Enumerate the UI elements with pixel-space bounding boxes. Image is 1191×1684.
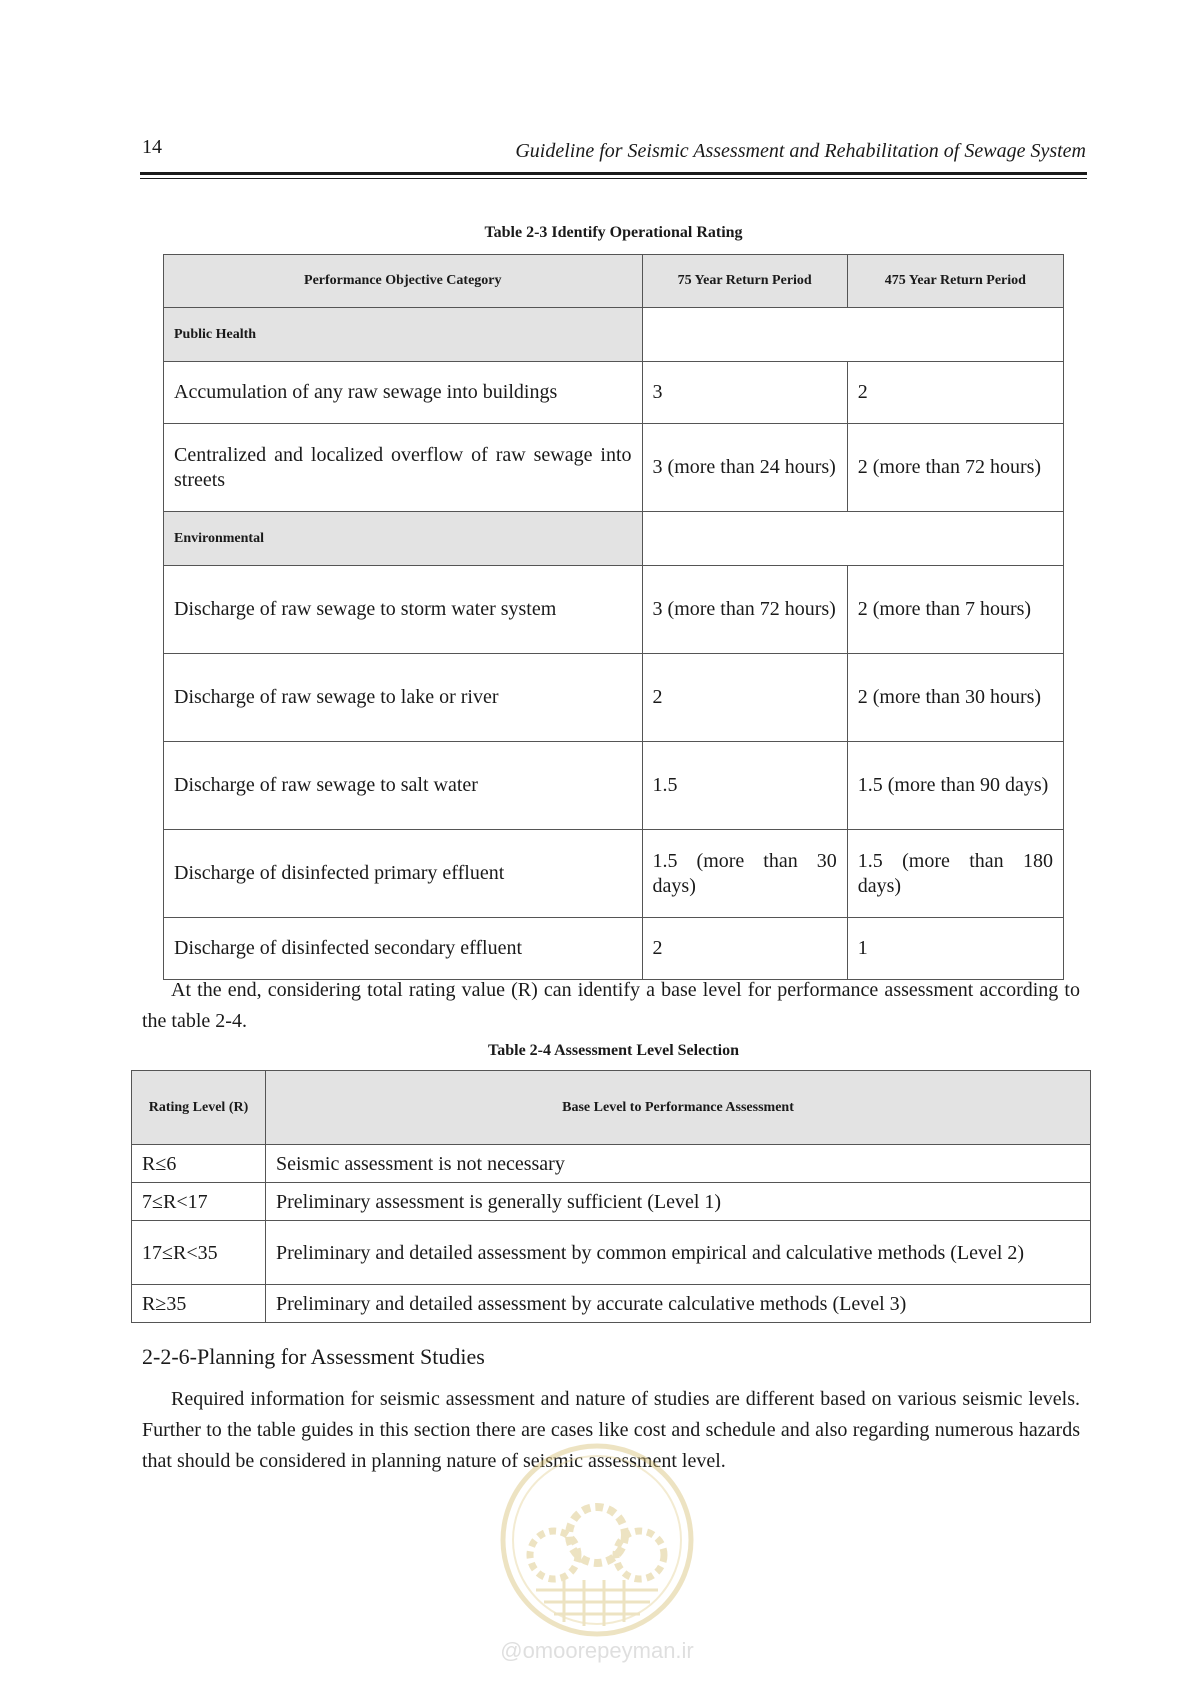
table-header-row — [164, 255, 1064, 308]
table-cell: Discharge of raw sewage to lake or river — [164, 654, 643, 742]
table-row — [164, 918, 1064, 980]
section-heading: 2-2-6-Planning for Assessment Studies — [142, 1344, 485, 1369]
table-cell: 2 (more than 30 hours) — [847, 654, 1063, 742]
table-cell: 2 — [847, 362, 1063, 424]
section-label: Public Health — [164, 308, 643, 362]
table-cell: Seismic assessment is not necessary — [266, 1145, 1091, 1183]
table-cell: 2 (more than 72 hours) — [847, 424, 1063, 512]
column-header: 75 Year Return Period — [642, 255, 847, 308]
table-row — [164, 830, 1064, 918]
table-row — [164, 424, 1064, 512]
table-cell: 3 (more than 72 hours) — [642, 566, 847, 654]
section-row-public-health — [164, 308, 1064, 362]
table-cell: Discharge of disinfected primary effluent — [164, 830, 643, 918]
section-row-environmental — [164, 512, 1064, 566]
table-cell: 1.5 (more than 90 days) — [847, 742, 1063, 830]
table-cell: Preliminary and detailed assessment by common empirical and calculative methods (Level 2) — [266, 1221, 1091, 1285]
table-cell: Preliminary assessment is generally sufficient (Level 1) — [266, 1183, 1091, 1221]
gear-seal-icon — [484, 1440, 710, 1640]
table-cell: R≥35 — [132, 1285, 266, 1323]
table-cell: 1 — [847, 918, 1063, 980]
table-cell: 1.5 (more than 180 days) — [847, 830, 1063, 918]
running-title: Guideline for Seismic Assessment and Rehabilitation of Sewage System — [515, 140, 1086, 162]
table-row — [164, 654, 1064, 742]
body-paragraph-1: At the end, considering total rating value (R) can identify a base level for performance assessment according to the table 2-4. — [142, 979, 1080, 1032]
table-cell: Preliminary and detailed assessment by accurate calculative methods (Level 3) — [266, 1285, 1091, 1323]
table-cell: 2 — [642, 654, 847, 742]
table-cell: R≤6 — [132, 1145, 266, 1183]
table-cell: Centralized and localized overflow of raw sewage into streets — [164, 424, 643, 512]
table-row — [164, 362, 1064, 424]
table-cell: Discharge of raw sewage to salt water — [164, 742, 643, 830]
table-row — [164, 566, 1064, 654]
table1-caption: Table 2-3 Identify Operational Rating — [484, 224, 743, 241]
column-header: 475 Year Return Period — [847, 255, 1063, 308]
table-row — [132, 1221, 1091, 1285]
table-row — [132, 1285, 1091, 1323]
table2-caption: Table 2-4 Assessment Level Selection — [488, 1042, 739, 1059]
table-header-row — [132, 1071, 1091, 1145]
assessment-level-table — [131, 1070, 1091, 1323]
section-blank-cell — [642, 512, 1063, 566]
header-rule-thick — [140, 172, 1087, 175]
table-cell: Accumulation of any raw sewage into buildings — [164, 362, 643, 424]
watermark-logo — [484, 1440, 710, 1666]
table-cell: Discharge of disinfected secondary effluent — [164, 918, 643, 980]
section-blank-cell — [642, 308, 1063, 362]
table-cell: 7≤R<17 — [132, 1183, 266, 1221]
table-cell: 17≤R<35 — [132, 1221, 266, 1285]
table-cell: 2 — [642, 918, 847, 980]
column-header: Performance Objective Category — [164, 255, 643, 308]
operational-rating-table — [163, 254, 1064, 980]
table-row — [132, 1145, 1091, 1183]
table-cell: Discharge of raw sewage to storm water system — [164, 566, 643, 654]
column-header: Base Level to Performance Assessment — [266, 1071, 1091, 1145]
table-row — [164, 742, 1064, 830]
column-header: Rating Level (R) — [132, 1071, 266, 1145]
table-cell: 1.5 (more than 30 days) — [642, 830, 847, 918]
table-cell: 3 — [642, 362, 847, 424]
header-rule-thin — [140, 178, 1087, 179]
section-label: Environmental — [164, 512, 643, 566]
body-paragraph-2: Required information for seismic assessment and nature of studies are different based on various seismic levels. Further to the table guides in this section there are cases like cost and schedule and also regarding numerous hazards that should be considered in planning nature of seismic assessment level. — [142, 1388, 1080, 1472]
table-cell: 3 (more than 24 hours) — [642, 424, 847, 512]
watermark-text: @omoorepeyman.ir — [500, 1638, 694, 1663]
table-cell: 2 (more than 7 hours) — [847, 566, 1063, 654]
page-number: 14 — [142, 136, 162, 158]
table-cell: 1.5 — [642, 742, 847, 830]
table-row — [132, 1183, 1091, 1221]
